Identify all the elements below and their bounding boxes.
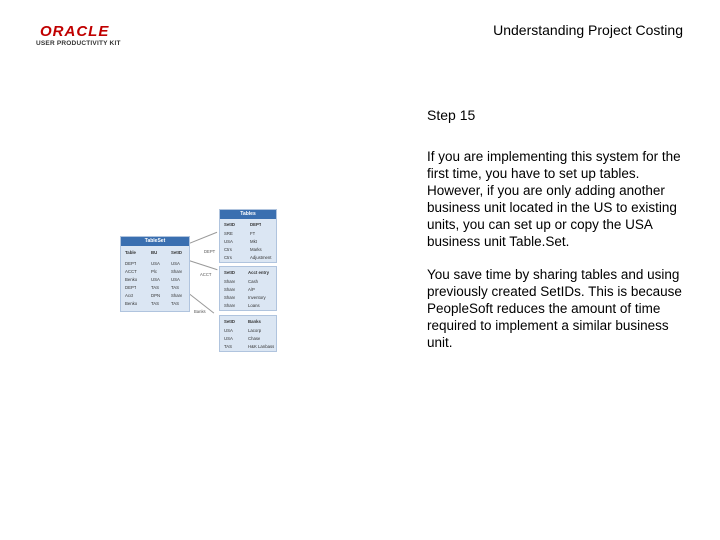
table-cell: Share	[224, 303, 236, 308]
table-row	[123, 276, 187, 283]
table-row	[222, 343, 274, 350]
column-header: Acct entry	[248, 270, 270, 275]
table-row	[123, 284, 187, 291]
table-cell: Share	[224, 279, 236, 284]
tableset-title: TableSet	[121, 237, 189, 246]
table-cell: ACCT	[125, 269, 137, 274]
table-cell: Chase	[248, 336, 261, 341]
banks-header-row	[222, 318, 274, 325]
column-header: SetID	[171, 250, 182, 255]
column-header: BU	[151, 250, 158, 255]
table-cell: Marks	[250, 247, 262, 252]
column-header: SetID	[224, 270, 235, 275]
table-cell: A/P	[248, 287, 255, 292]
tables-dept-table	[219, 209, 277, 263]
table-cell: DPN	[151, 293, 161, 298]
table-cell: TAS	[224, 344, 233, 349]
table-cell: Share	[224, 287, 236, 292]
logo-subtitle: USER PRODUCTIVITY KIT	[36, 40, 121, 47]
table-cell: Share	[171, 293, 183, 298]
column-header: DEPT	[250, 222, 262, 227]
table-row	[222, 335, 274, 342]
table-cell: Inventory	[248, 295, 266, 300]
table-cell: TAS	[151, 301, 160, 306]
table-cell: DEPT	[125, 261, 137, 266]
banks-table	[219, 315, 277, 352]
table-row	[222, 278, 274, 285]
tableset-diagram	[118, 205, 278, 355]
tableset-header-row	[123, 249, 187, 256]
acct-header-row	[222, 269, 274, 276]
table-cell: USA	[171, 277, 180, 282]
table-cell: USA	[151, 277, 160, 282]
column-header: SetID	[224, 319, 235, 324]
connector-line	[189, 260, 218, 270]
explanation-paragraph-1: If you are implementing this system for the first time, you have to set up tables. However, if you are only adding another business unit located in the US to existing units, you can set up or copy the USA business unit Table.Set.	[427, 149, 681, 249]
column-header: SetID	[224, 222, 235, 227]
tableset-table	[120, 236, 190, 312]
table-cell: USA	[224, 336, 233, 341]
table-row	[123, 292, 187, 299]
table-row	[222, 286, 274, 293]
table-cell: DEPT	[125, 285, 137, 290]
table-row	[123, 260, 187, 267]
table-cell: Share	[171, 269, 183, 274]
table-row	[222, 302, 274, 309]
table-cell: USA	[224, 239, 233, 244]
table-row	[123, 268, 187, 275]
link-label-dept: DEPT	[204, 249, 216, 254]
table-cell: Benko	[125, 277, 138, 282]
table-cell: USA	[171, 261, 180, 266]
explanation-paragraph-2: You save time by sharing tables and using previously created SetIDs. This is because PeopleSoft reduces the amount of time required to implement a similar business unit.	[427, 267, 682, 350]
table-cell: Ctrs	[224, 255, 232, 260]
tables-header-row	[222, 221, 274, 228]
table-cell: Cash	[248, 279, 259, 284]
table-cell: Lacorp	[248, 328, 262, 333]
column-header: Table	[125, 250, 136, 255]
table-row	[222, 238, 274, 245]
step-label: Step 15	[427, 107, 476, 123]
table-cell: H&K Lanbass	[248, 344, 275, 349]
table-cell: Share	[224, 295, 236, 300]
table-row	[222, 254, 274, 261]
connector-line	[189, 232, 217, 244]
table-row	[222, 246, 274, 253]
table-cell: FT	[250, 231, 256, 236]
table-cell: SRE	[224, 231, 233, 236]
link-label-banks: Banks	[194, 309, 206, 314]
table-cell: Mkt	[250, 239, 257, 244]
column-header: Banks	[248, 319, 261, 324]
table-cell: Acct	[125, 293, 134, 298]
table-row	[222, 294, 274, 301]
table-cell: Ctrs	[224, 247, 232, 252]
table-row	[123, 300, 187, 307]
logo-brand: ORACLE	[40, 23, 110, 40]
table-row	[222, 327, 274, 334]
document-title: Understanding Project Costing	[493, 22, 683, 38]
table-cell: TAS	[151, 285, 160, 290]
table-cell: USA	[151, 261, 160, 266]
table-row	[222, 230, 274, 237]
table-cell: Adjustment	[250, 255, 272, 260]
table-cell: Loans	[248, 303, 260, 308]
tables-title: Tables	[220, 210, 276, 219]
table-cell: USA	[224, 328, 233, 333]
acct-entry-table	[219, 266, 277, 311]
link-label-acct: ACCT	[200, 272, 212, 277]
table-cell: Benko	[125, 301, 138, 306]
table-cell: Plc	[151, 269, 157, 274]
table-cell: TAS	[171, 301, 180, 306]
table-cell: TAS	[171, 285, 180, 290]
oracle-upk-logo	[36, 24, 126, 48]
